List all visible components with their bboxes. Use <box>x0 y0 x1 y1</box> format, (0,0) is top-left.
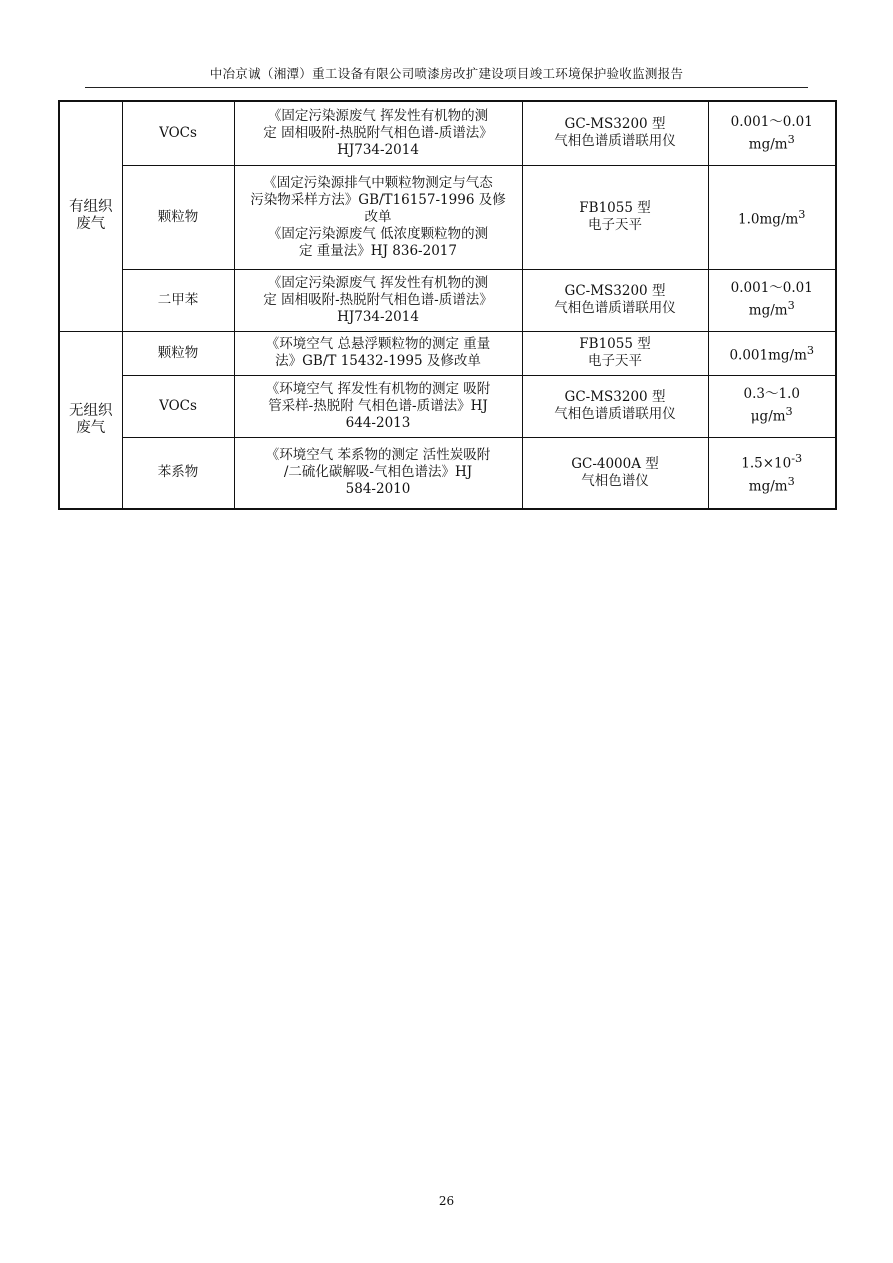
detection-limit-cell: 0.001～0.01 $mg/m^3$ <box>708 101 836 165</box>
detection-limit-cell: $1.0mg/m^3$ <box>708 165 836 269</box>
group-label-organized: 有组织 废气 <box>59 101 122 331</box>
standard-cell: 《固定污染源废气 挥发性有机物的测 定 固相吸附-热脱附气相色谱-质谱法》 HJ734-2014 <box>234 269 522 331</box>
standard-cell: 《固定污染源废气 挥发性有机物的测 定 固相吸附-热脱附气相色谱-质谱法》 HJ734-2014 <box>234 101 522 165</box>
standard-cell: 《环境空气 挥发性有机物的测定 吸附 管采样-热脱附 气相色谱-质谱法》HJ 644-2013 <box>234 375 522 437</box>
detection-limit-cell: 0.3～1.0 $\mu g/m^3$ <box>708 375 836 437</box>
table-row <box>59 165 836 269</box>
table-row <box>59 101 836 165</box>
item-cell: VOCs <box>122 101 234 165</box>
instrument-cell: GC-MS3200 型 气相色谱质谱联用仪 <box>522 375 708 437</box>
item-cell: 二甲苯 <box>122 269 234 331</box>
item-cell: 苯系物 <box>122 437 234 509</box>
standard-cell: 《环境空气 总悬浮颗粒物的测定 重量 法》GB/T 15432-1995 及修改单 <box>234 331 522 375</box>
instrument-cell: FB1055 型 电子天平 <box>522 331 708 375</box>
item-cell: 颗粒物 <box>122 165 234 269</box>
page-header: 中冶京诚（湘潭）重工设备有限公司喷漆房改扩建设项目竣工环境保护验收监测报告 <box>85 64 808 88</box>
group-label-fugitive: 无组织 废气 <box>59 331 122 509</box>
standard-cell: 《固定污染源排气中颗粒物测定与气态 污染物采样方法》GB/T16157-1996 及修 改单 《固定污染源废气 低浓度颗粒物的测 定 重量法》HJ 836-2017 <box>234 165 522 269</box>
page-number: 26 <box>438 1194 455 1208</box>
table-row <box>59 437 836 509</box>
instrument-cell: FB1055 型 电子天平 <box>522 165 708 269</box>
instrument-cell: GC-MS3200 型 气相色谱质谱联用仪 <box>522 101 708 165</box>
table-row <box>59 375 836 437</box>
item-cell: 颗粒物 <box>122 331 234 375</box>
instrument-cell: GC-MS3200 型 气相色谱质谱联用仪 <box>522 269 708 331</box>
detection-limit-cell: $0.001mg/m^3$ <box>708 331 836 375</box>
item-cell: VOCs <box>122 375 234 437</box>
table-row <box>59 269 836 331</box>
detection-limit-cell: $1.5\times 10^{-3}$ $mg/m^3$ <box>708 437 836 509</box>
instrument-cell: GC-4000A 型 气相色谱仪 <box>522 437 708 509</box>
detection-limit-cell: 0.001～0.01 $mg/m^3$ <box>708 269 836 331</box>
standard-cell: 《环境空气 苯系物的测定 活性炭吸附 /二硫化碳解吸-气相色谱法》HJ 584-2010 <box>234 437 522 509</box>
table-row <box>59 331 836 375</box>
monitoring-methods-table <box>58 100 837 510</box>
